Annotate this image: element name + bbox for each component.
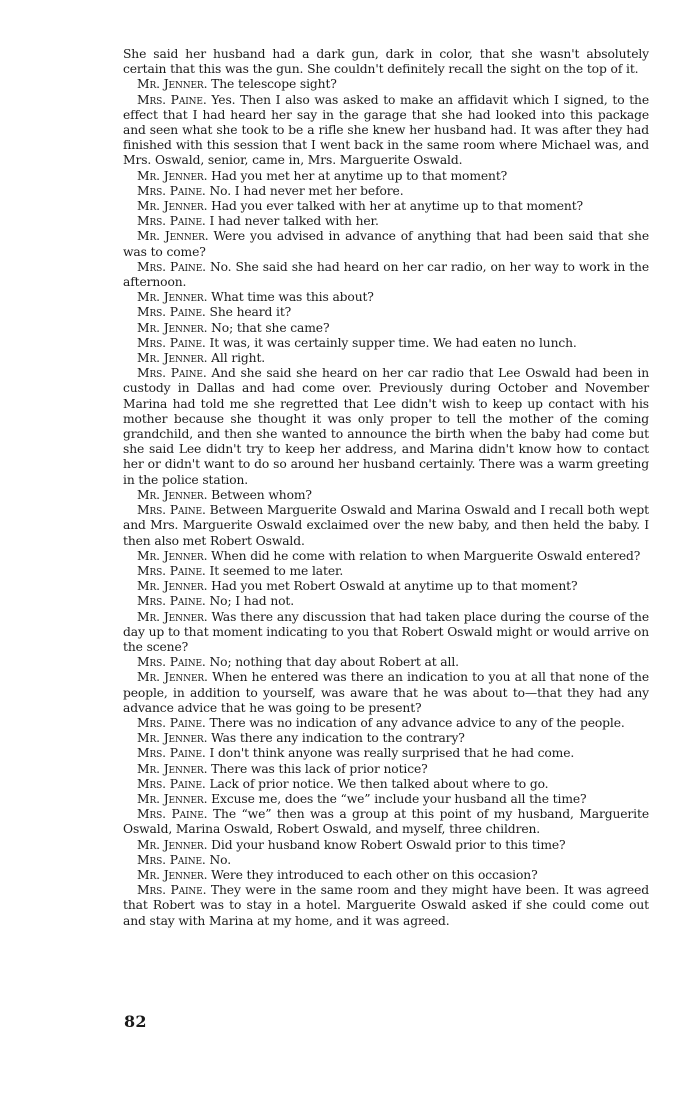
speaker-label: Mrs. Paine.: [137, 503, 206, 518]
statement-text: Were you advised in advance of anything that had been said that she was to come?: [123, 229, 649, 259]
testimony-paragraph: [123, 610, 649, 656]
speaker-label: Mr. Jenner.: [137, 229, 209, 244]
testimony-paragraph: [123, 549, 649, 564]
speaker-label: Mrs. Paine.: [137, 214, 206, 229]
statement-text: Did your husband know Robert Oswald prior to this time?: [211, 837, 566, 852]
testimony-paragraph: [123, 488, 649, 503]
testimony-paragraph: [123, 503, 649, 549]
statement-text: Were they introduced to each other on this occasion?: [211, 867, 538, 882]
page-number: 82: [124, 1012, 147, 1031]
testimony-paragraph: [123, 77, 649, 92]
statement-text: And she said she heard on her car radio that Lee Oswald had been in custody in Dallas and had come over. Previously during October and November Marina had told me she regretted that Lee didn't wish to keep up contact with his mother because she thought it was only proper to tell the mother of the coming grandchild, and then she wanted to announce the birth when the baby had come but she said Lee didn't try to keep her address, and Marina didn't know how to contact her or didn't want to do so around her husband certainly. There was a warm greeting in the police station.: [123, 366, 649, 487]
speaker-label: Mr. Jenner.: [137, 487, 208, 502]
testimony-paragraph: [123, 746, 649, 761]
speaker-label: Mrs. Paine.: [137, 92, 207, 107]
speaker-label: Mr. Jenner.: [137, 867, 208, 882]
statement-text: Was there any indication to the contrary?: [211, 731, 465, 746]
testimony-paragraph: [123, 184, 649, 199]
continued-paragraph: [123, 47, 649, 77]
speaker-label: Mrs. Paine.: [137, 305, 206, 320]
testimony-paragraph: [123, 579, 649, 594]
statement-text: No. She said she had heard on her car radio, on her way to work in the afternoon.: [123, 259, 650, 290]
statement-text: Lack of prior notice. We then talked about where to go.: [209, 776, 549, 791]
statement-text: Was there any discussion that had taken place during the course of the day up to that moment indicating to you that Robert Oswald might or would arrive on the scene?: [123, 609, 649, 654]
testimony-paragraph: [123, 564, 649, 579]
statement-text: She heard it?: [209, 305, 292, 320]
speaker-label: Mr. Jenner.: [137, 168, 208, 183]
speaker-label: Mrs. Paine.: [137, 335, 206, 350]
speaker-label: Mr. Jenner.: [137, 837, 208, 852]
statement-text: No; I had not.: [209, 594, 295, 609]
testimony-paragraph: [123, 169, 649, 184]
testimony-paragraph: [123, 290, 649, 305]
speaker-label: Mr. Jenner.: [137, 548, 208, 563]
speaker-label: Mrs. Paine.: [137, 852, 206, 867]
speaker-label: Mrs. Paine.: [137, 746, 206, 761]
speaker-label: Mr. Jenner.: [137, 77, 208, 92]
speaker-label: Mrs. Paine.: [137, 183, 206, 198]
statement-text: All right.: [211, 351, 266, 366]
speaker-label: Mr. Jenner.: [137, 320, 208, 335]
testimony-paragraph: [123, 883, 649, 929]
statement-text: When he entered was there an indication to you at all that none of the people, in addition to yourself, was aware that he was about to—that they had any advance advice that he was going to be present?: [123, 670, 649, 715]
testimony-paragraph: [123, 777, 649, 792]
statement-text: I had never talked with her.: [209, 214, 379, 229]
testimony-paragraph: [123, 351, 649, 366]
speaker-label: Mrs. Paine.: [137, 594, 206, 609]
testimony-paragraph: [123, 762, 649, 777]
statement-text: No; nothing that day about Robert at all.: [209, 655, 459, 670]
testimony-text: [123, 47, 649, 929]
speaker-label: Mrs. Paine.: [137, 883, 207, 898]
testimony-paragraph: [123, 792, 649, 807]
testimony-paragraph: [123, 716, 649, 731]
statement-text: No. I had never met her before.: [209, 183, 404, 198]
statement-text: No.: [209, 852, 232, 867]
statement-text: There was no indication of any advance advice to any of the people.: [209, 715, 625, 730]
testimony-paragraph: [123, 655, 649, 670]
statement-text: What time was this about?: [211, 290, 374, 305]
statement-text: They were in the same room and they might have been. It was agreed that Robert was to stay in a hotel. Marguerite Oswald asked if she could come out and stay with Marina at my home, and it was agreed.: [123, 883, 649, 928]
testimony-paragraph: [123, 670, 649, 716]
statement-text: Yes. Then I also was asked to make an affidavit which I signed, to the effect that I had heard her say in the garage that she had looked into this package and seen what she took to be a rifle she knew her husband had. It was after they had finished with this session that I went back in the same room where Michael was, and Mrs. Oswald, senior, came in, Mrs. Marguerite Oswald.: [123, 92, 649, 168]
speaker-label: Mrs. Paine.: [137, 563, 206, 578]
statement-text: Excuse me, does the “we” include your husband all the time?: [211, 791, 587, 806]
statement-text: Between Marguerite Oswald and Marina Oswald and I recall both wept and Mrs. Marguerite Oswald exclaimed over the new baby, and then held the baby. I then also met Robert Oswald.: [123, 503, 649, 548]
speaker-label: Mrs. Paine.: [137, 655, 206, 670]
speaker-label: Mr. Jenner.: [137, 670, 208, 685]
testimony-paragraph: [123, 321, 649, 336]
speaker-label: Mr. Jenner.: [137, 761, 208, 776]
speaker-label: Mr. Jenner.: [137, 351, 208, 366]
speaker-label: Mr. Jenner.: [137, 290, 208, 305]
speaker-label: Mr. Jenner.: [137, 731, 208, 746]
speaker-label: Mr. Jenner.: [137, 609, 208, 624]
speaker-label: Mrs. Paine.: [137, 715, 206, 730]
statement-text: Had you met her at anytime up to that moment?: [211, 168, 508, 183]
testimony-paragraph: [123, 199, 649, 214]
testimony-paragraph: [123, 214, 649, 229]
statement-text: The “we” then was a group at this point of my husband, Marguerite Oswald, Marina Oswald, Robert Oswald, and myself, three children.: [123, 807, 649, 837]
testimony-paragraph: [123, 229, 649, 259]
testimony-paragraph: [123, 305, 649, 320]
statement-text: The telescope sight?: [211, 77, 337, 92]
statement-text: Between whom?: [211, 487, 312, 502]
testimony-paragraph: [123, 594, 649, 609]
testimony-paragraph: [123, 93, 649, 169]
speaker-label: Mrs. Paine.: [137, 366, 207, 381]
speaker-label: Mr. Jenner.: [137, 199, 208, 214]
statement-text: She said her husband had a dark gun, dark in color, that she wasn't absolutely certain that this was the gun. She couldn't definitely recall the sight on the top of it.: [123, 47, 649, 77]
testimony-paragraph: [123, 366, 649, 488]
testimony-paragraph: [123, 336, 649, 351]
speaker-label: Mrs. Paine.: [137, 807, 208, 822]
statement-text: It seemed to me later.: [209, 563, 344, 578]
speaker-label: Mrs. Paine.: [137, 259, 206, 274]
testimony-paragraph: [123, 853, 649, 868]
statement-text: Had you ever talked with her at anytime up to that moment?: [211, 199, 583, 214]
testimony-paragraph: [123, 260, 649, 290]
testimony-paragraph: [123, 838, 649, 853]
testimony-paragraph: [123, 731, 649, 746]
speaker-label: Mr. Jenner.: [137, 579, 208, 594]
statement-text: No; that she came?: [211, 320, 330, 335]
testimony-paragraph: [123, 868, 649, 883]
statement-text: Had you met Robert Oswald at anytime up to that moment?: [211, 579, 578, 594]
statement-text: There was this lack of prior notice?: [211, 761, 428, 776]
speaker-label: Mr. Jenner.: [137, 791, 208, 806]
statement-text: I don't think anyone was really surprised that he had come.: [209, 746, 575, 761]
statement-text: When did he come with relation to when Marguerite Oswald entered?: [211, 548, 641, 563]
statement-text: It was, it was certainly supper time. We had eaten no lunch.: [209, 335, 577, 350]
testimony-paragraph: [123, 807, 649, 837]
speaker-label: Mrs. Paine.: [137, 776, 206, 791]
